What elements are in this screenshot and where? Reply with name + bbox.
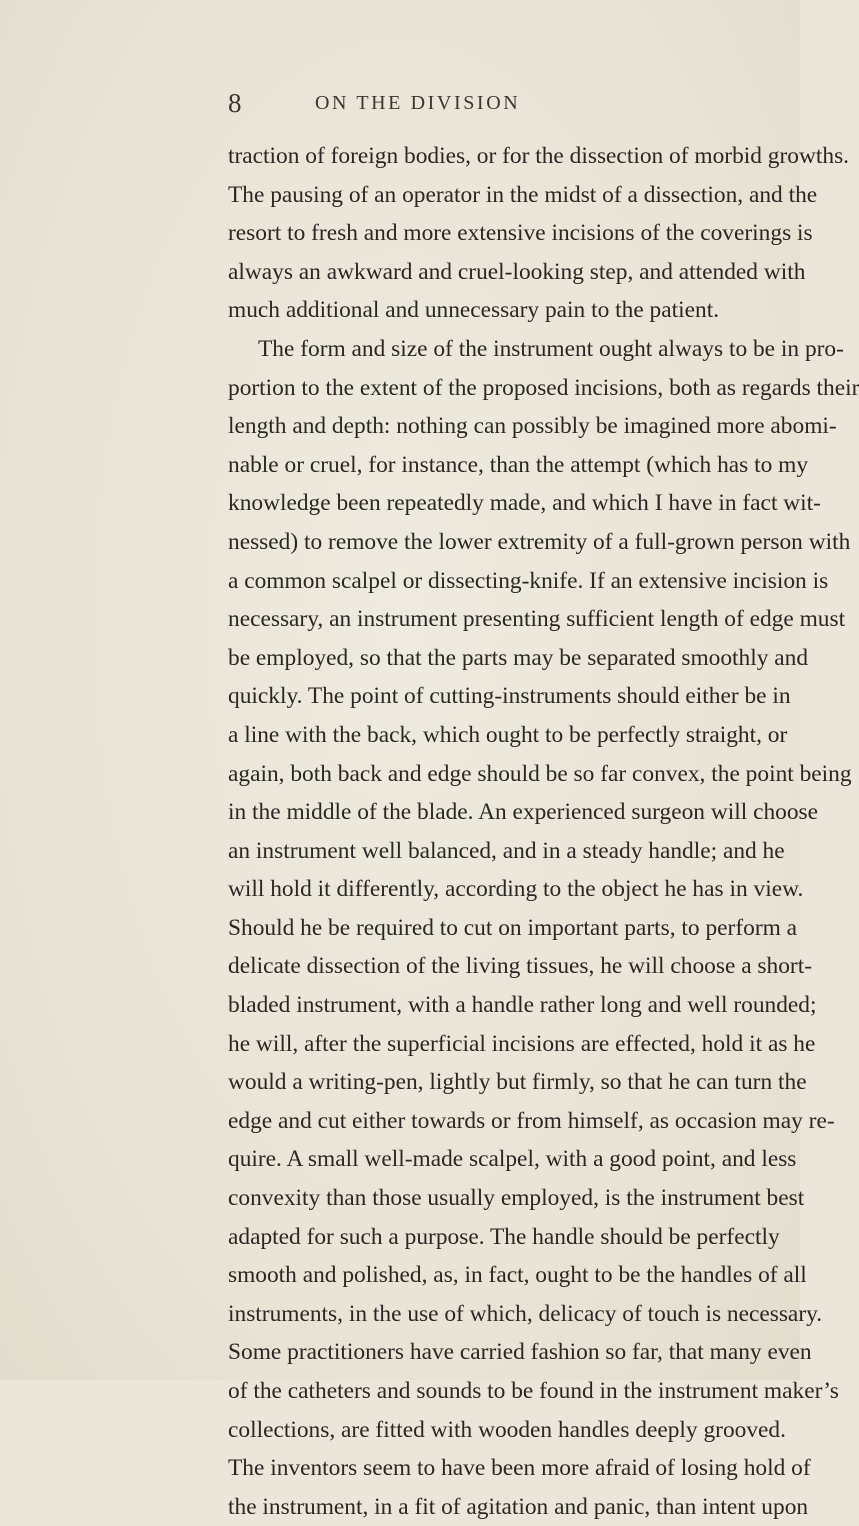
text-line: he will, after the superficial incisions are effected, hold it as he	[228, 1030, 816, 1057]
text-line: much additional and unnecessary pain to the patient.	[228, 297, 720, 324]
text-line: resort to fresh and more extensive incisions of the coverings is	[228, 220, 813, 247]
text-line: an instrument well balanced, and in a steady handle; and he	[228, 837, 785, 864]
text-line: Should he be required to cut on important parts, to perform a	[228, 914, 798, 941]
text-line: delicate dissection of the living tissues, he will choose a short-	[228, 953, 812, 980]
text-line: The inventors seem to have been more afraid of losing hold of	[228, 1455, 811, 1482]
text-line: adapted for such a purpose. The handle should be perfectly	[228, 1223, 780, 1250]
text-line: will hold it differently, according to the object he has in view.	[228, 876, 804, 903]
text-line: knowledge been repeatedly made, and which I have in fact wit-	[228, 490, 821, 517]
text-line: always an awkward and cruel-looking step, and attended with	[228, 258, 806, 285]
text-line: in the middle of the blade. An experienced surgeon will choose	[228, 799, 819, 826]
text-line: quire. A small well-made scalpel, with a good point, and less	[228, 1146, 797, 1173]
text-line: nable or cruel, for instance, than the attempt (which has to my	[228, 451, 809, 478]
text-line: bladed instrument, with a handle rather long and well rounded;	[228, 992, 817, 1019]
text-line: traction of foreign bodies, or for the dissection of morbid growths.	[228, 143, 850, 169]
text-line: a common scalpel or dissecting-knife. If an extensive incision is	[228, 567, 829, 594]
text-line: again, both back and edge should be so far convex, the point being	[228, 760, 852, 787]
body-text	[228, 137, 859, 1526]
text-line: Some practitioners have carried fashion so far, that many even	[228, 1339, 812, 1366]
text-line: would a writing-pen, lightly but firmly, so that he can turn the	[228, 1069, 807, 1096]
text-line: a line with the back, which ought to be perfectly straight, or	[228, 721, 788, 748]
text-line: necessary, an instrument presenting sufficient length of edge must	[228, 606, 846, 633]
text-line: collections, are fitted with wooden handles deeply grooved.	[228, 1416, 786, 1443]
text-line: portion to the extent of the proposed incisions, both as regards their	[228, 374, 859, 401]
text-line: of the catheters and sounds to be found in the instrument maker’s	[228, 1378, 839, 1404]
text-line: nessed) to remove the lower extremity of a full-grown person with	[228, 528, 851, 555]
text-line: quickly. The point of cutting-instruments should either be in	[228, 683, 791, 710]
text-line: The pausing of an operator in the midst of a dissection, and the	[228, 181, 818, 208]
text-line: smooth and polished, as, in fact, ought to be the handles of all	[228, 1262, 807, 1289]
text-line: instruments, in the use of which, delicacy of touch is necessary.	[228, 1300, 823, 1327]
text-line: edge and cut either towards or from himself, as occasion may re-	[228, 1107, 835, 1134]
text-line: be employed, so that the parts may be separated smoothly and	[228, 644, 809, 671]
text-line: convexity than those usually employed, is the instrument best	[228, 1185, 805, 1212]
text-line: length and depth: nothing can possibly be imagined more abomi-	[228, 413, 837, 440]
running-head	[0, 88, 800, 122]
text-line: the instrument, in a fit of agitation and panic, than intent upon	[228, 1493, 809, 1520]
page-number: 8	[228, 88, 243, 118]
text-line: The form and size of the instrument ought always to be in pro-	[258, 335, 844, 362]
running-title: ON THE DIVISION	[315, 92, 521, 114]
